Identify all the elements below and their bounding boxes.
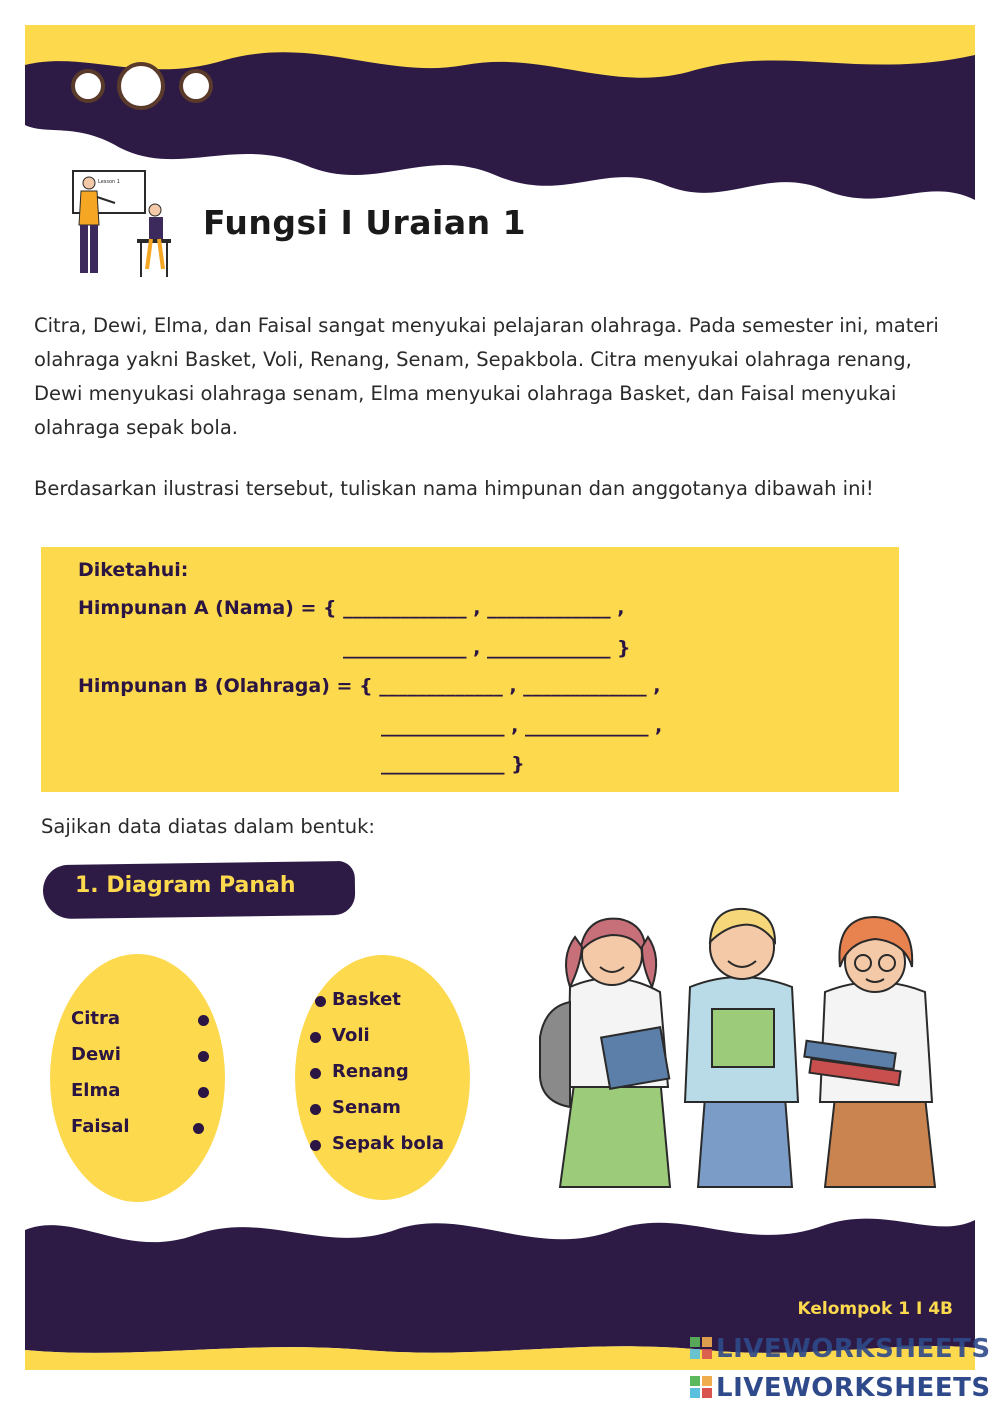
set-b-line-3: _____________ } xyxy=(381,753,525,775)
story-paragraph: Citra, Dewi, Elma, dan Faisal sangat menyukai pelajaran olahraga. Pada semester ini, materi olahraga yakni Basket, Voli, Renang, Senam, Sepakbola. Citra menyukai olahraga renang, Dewi menyukasi olahraga senam, Elma menyukai olahraga Basket, dan Faisal menyukai olahraga sepak bola. xyxy=(34,314,939,439)
board-text: Lesson 1 xyxy=(98,179,120,185)
instruction-paragraph: Berdasarkan ilustrasi tersebut, tuliskan nama himpunan dan anggotanya dibawah ini! xyxy=(34,477,874,500)
set-a-dot[interactable] xyxy=(198,1015,209,1026)
set-b-item: Renang xyxy=(332,1061,409,1082)
set-b-item: Voli xyxy=(332,1025,370,1046)
set-b-dot[interactable] xyxy=(310,1068,321,1079)
set-a-item: Elma xyxy=(71,1080,121,1101)
set-a-item: Citra xyxy=(71,1008,121,1029)
set-a-oval xyxy=(50,954,225,1202)
watermark-text: LIVEWORKSHEETS xyxy=(716,1334,991,1364)
set-a-item: Faisal xyxy=(71,1116,130,1137)
watermark-text: LIVEWORKSHEETS xyxy=(716,1373,991,1403)
set-b-dot[interactable] xyxy=(310,1032,321,1043)
set-a-dot[interactable] xyxy=(198,1051,209,1062)
known-heading: Diketahui: xyxy=(78,559,189,581)
watermark xyxy=(690,1334,991,1364)
set-a-dot[interactable] xyxy=(198,1087,209,1098)
set-a-line-2: _____________ , _____________ } xyxy=(343,637,631,659)
set-a-dot[interactable] xyxy=(193,1123,204,1134)
watermark xyxy=(690,1373,991,1403)
set-b-line-2: _____________ , _____________ , xyxy=(381,715,663,737)
teacher-student-illustration xyxy=(67,165,177,280)
set-b-dot[interactable] xyxy=(310,1104,321,1115)
set-a-item: Dewi xyxy=(71,1044,121,1065)
liveworksheets-logo-icon xyxy=(690,1376,712,1398)
set-b-item: Sepak bola xyxy=(332,1133,445,1154)
present-data-prompt: Sajikan data diatas dalam bentuk: xyxy=(41,815,375,838)
set-a-line-1: Himpunan A (Nama) = { _____________ , _____________ , xyxy=(78,597,625,619)
footer-group-label: Kelompok 1 I 4B xyxy=(797,1299,953,1319)
section-label: 1. Diagram Panah xyxy=(75,873,296,898)
page-title: Fungsi I Uraian 1 xyxy=(203,203,527,242)
set-b-item: Basket xyxy=(332,989,401,1010)
circle-decoration-3 xyxy=(178,68,214,104)
known-info-box xyxy=(41,547,899,792)
liveworksheets-logo-icon xyxy=(690,1337,712,1359)
worksheet-page xyxy=(25,25,975,1370)
set-b-dot[interactable] xyxy=(315,996,326,1007)
set-b-line-1: Himpunan B (Olahraga) = { _____________ , _____________ , xyxy=(78,675,661,697)
students-illustration xyxy=(530,897,955,1192)
circle-decoration-1 xyxy=(70,68,106,104)
set-b-dot[interactable] xyxy=(310,1140,321,1151)
circle-decoration-2 xyxy=(115,60,167,112)
set-b-item: Senam xyxy=(332,1097,401,1118)
